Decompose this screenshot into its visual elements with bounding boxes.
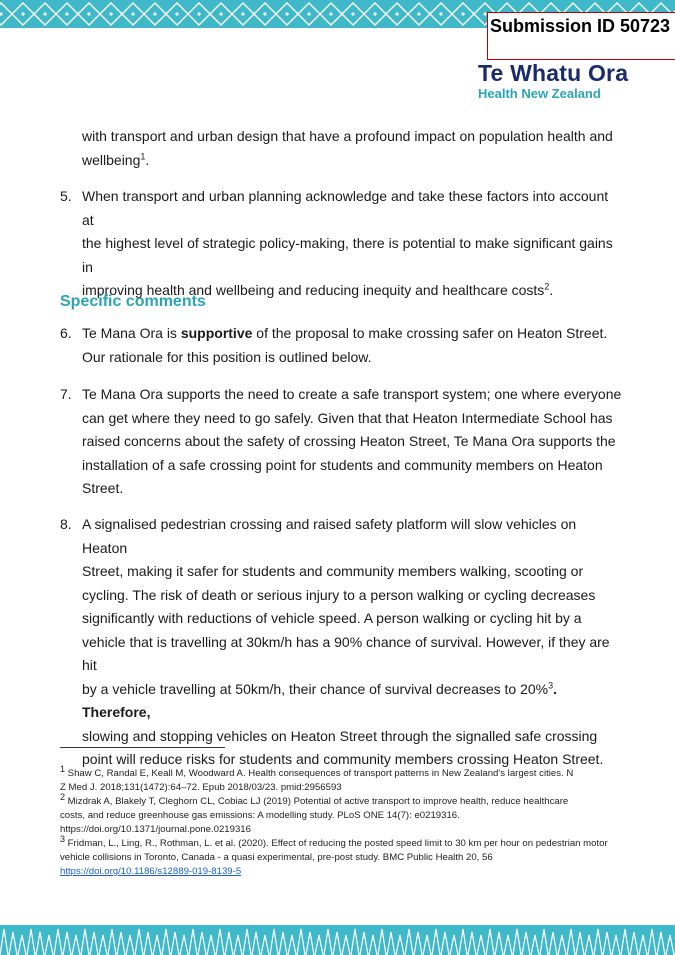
text-line: with transport and urban design that have a profound impact on population health and	[82, 128, 613, 144]
footnote-text: costs, and reduce greenhouse gas emissions: A modelling study. PLoS ONE 14(7): e0219316.	[60, 810, 460, 821]
text-line: point will reduce risks for students and community members crossing Heaton Street.	[82, 751, 604, 767]
text-line: .	[145, 151, 150, 168]
footnote-ref: 1	[140, 150, 146, 161]
footnote-ref: 3	[548, 679, 554, 690]
item-number: 6.	[60, 325, 72, 341]
footnote-ref: 2	[544, 281, 550, 292]
item-number: 7.	[60, 386, 72, 402]
text-line: slowing and stopping vehicles on Heaton Street through the signalled safe crossing	[82, 727, 598, 744]
footer-pattern-band	[0, 925, 675, 955]
text-line: Street, making it safer for students and community members walking, scooting or	[82, 563, 584, 579]
text-line: improving health and wellbeing and reducing inequity and healthcare costs	[82, 282, 545, 298]
text-line: vehicle that is travelling at 30km/h has a 90% chance of survival. However, if they are hit	[82, 633, 610, 673]
text-line: can get where they need to go safely. Given that that Heaton Intermediate School has	[82, 409, 613, 426]
text-span: Te Mana Ora is	[82, 325, 181, 341]
item-6-paragraph	[82, 322, 622, 369]
text-line: A signalised pedestrian crossing and raised safety platform will slow vehicles on Heaton	[82, 516, 577, 556]
text-line: significantly with reductions of vehicle speed. A person walking or cycling hit by a	[82, 610, 582, 626]
logo-title: Te Whatu Ora	[478, 60, 629, 86]
text-line: cycling. The risk of death or serious injury to a person walking or cycling decreases	[82, 586, 596, 603]
text-line: wellbeing	[82, 151, 141, 168]
footnote-doi-link[interactable]: https://doi.org/10.1186/s12889-019-8139-5	[60, 866, 242, 877]
text-line: by a vehicle travelling at 50km/h, their chance of survival decreases to 20%	[82, 680, 549, 697]
item-number: 8.	[60, 516, 72, 532]
footnote-3	[60, 833, 620, 879]
section-heading: Specific comments	[60, 293, 206, 310]
footnote-text: Mizdrak A, Blakely T, Cleghorn CL, Cobiac LJ (2019) Potential of active transport to improve health, reduce healthcare	[65, 796, 569, 807]
text-line: installation of a safe crossing point for students and community members on Heaton	[82, 456, 603, 473]
text-line: When transport and urban planning acknowledge and take these factors into account at	[82, 188, 609, 228]
text-line: . Therefore,	[82, 680, 558, 720]
item-7-paragraph	[82, 383, 622, 501]
text-span: of the proposal to make crossing safer on Heaton Street.	[252, 325, 608, 341]
continuation-paragraph	[82, 125, 622, 172]
footnote-mark: 2	[60, 791, 66, 802]
footnote-mark: 3	[60, 833, 66, 844]
footnote-text: https://doi.org/10.1371/journal.pone.0219316	[60, 824, 251, 835]
text-line: the highest level of strategic policy-making, there is potential to make significant gains in	[82, 235, 613, 275]
text-line: Our rationale for this position is outlined below.	[82, 348, 372, 365]
footnote-2	[60, 791, 620, 837]
footnote-separator	[60, 747, 225, 748]
footnote-text: Fridman, L., Ling, R., Rothman, L. et al. (2020). Effect of reducing the posted speed limit to 30 km per hour on pedestrian motor	[65, 838, 608, 849]
text-line: raised concerns about the safety of crossing Heaton Street, Te Mana Ora supports the	[82, 433, 616, 449]
footnote-mark: 1	[60, 763, 66, 774]
bold-text: supportive	[180, 325, 253, 341]
logo-subtitle: Health New Zealand	[478, 86, 601, 101]
submission-id: Submission ID 50723	[490, 16, 671, 36]
item-5-paragraph	[82, 185, 622, 303]
footnote-text: Shaw C, Randal E, Keall M, Woodward A. Health consequences of transport patterns in New Zealand's largest cities. N	[65, 768, 574, 779]
footnote-text: vehicle collisions in Toronto, Canada - a quasi experimental, pre-post study. BMC Public Health 20, 56	[60, 852, 493, 863]
item-8-paragraph	[82, 513, 622, 772]
text-line: Te Mana Ora supports the need to create a safe transport system; one where everyone	[82, 386, 622, 402]
footer-pattern	[0, 925, 675, 955]
text-line: .	[549, 282, 554, 298]
item-number: 5.	[60, 188, 72, 204]
footnote-text: Z Med J. 2018;131(1472):64–72. Epub 2018/03/23. pmid:2956593	[60, 782, 342, 793]
text-line: Street.	[82, 480, 124, 496]
footnote-1	[60, 763, 620, 795]
